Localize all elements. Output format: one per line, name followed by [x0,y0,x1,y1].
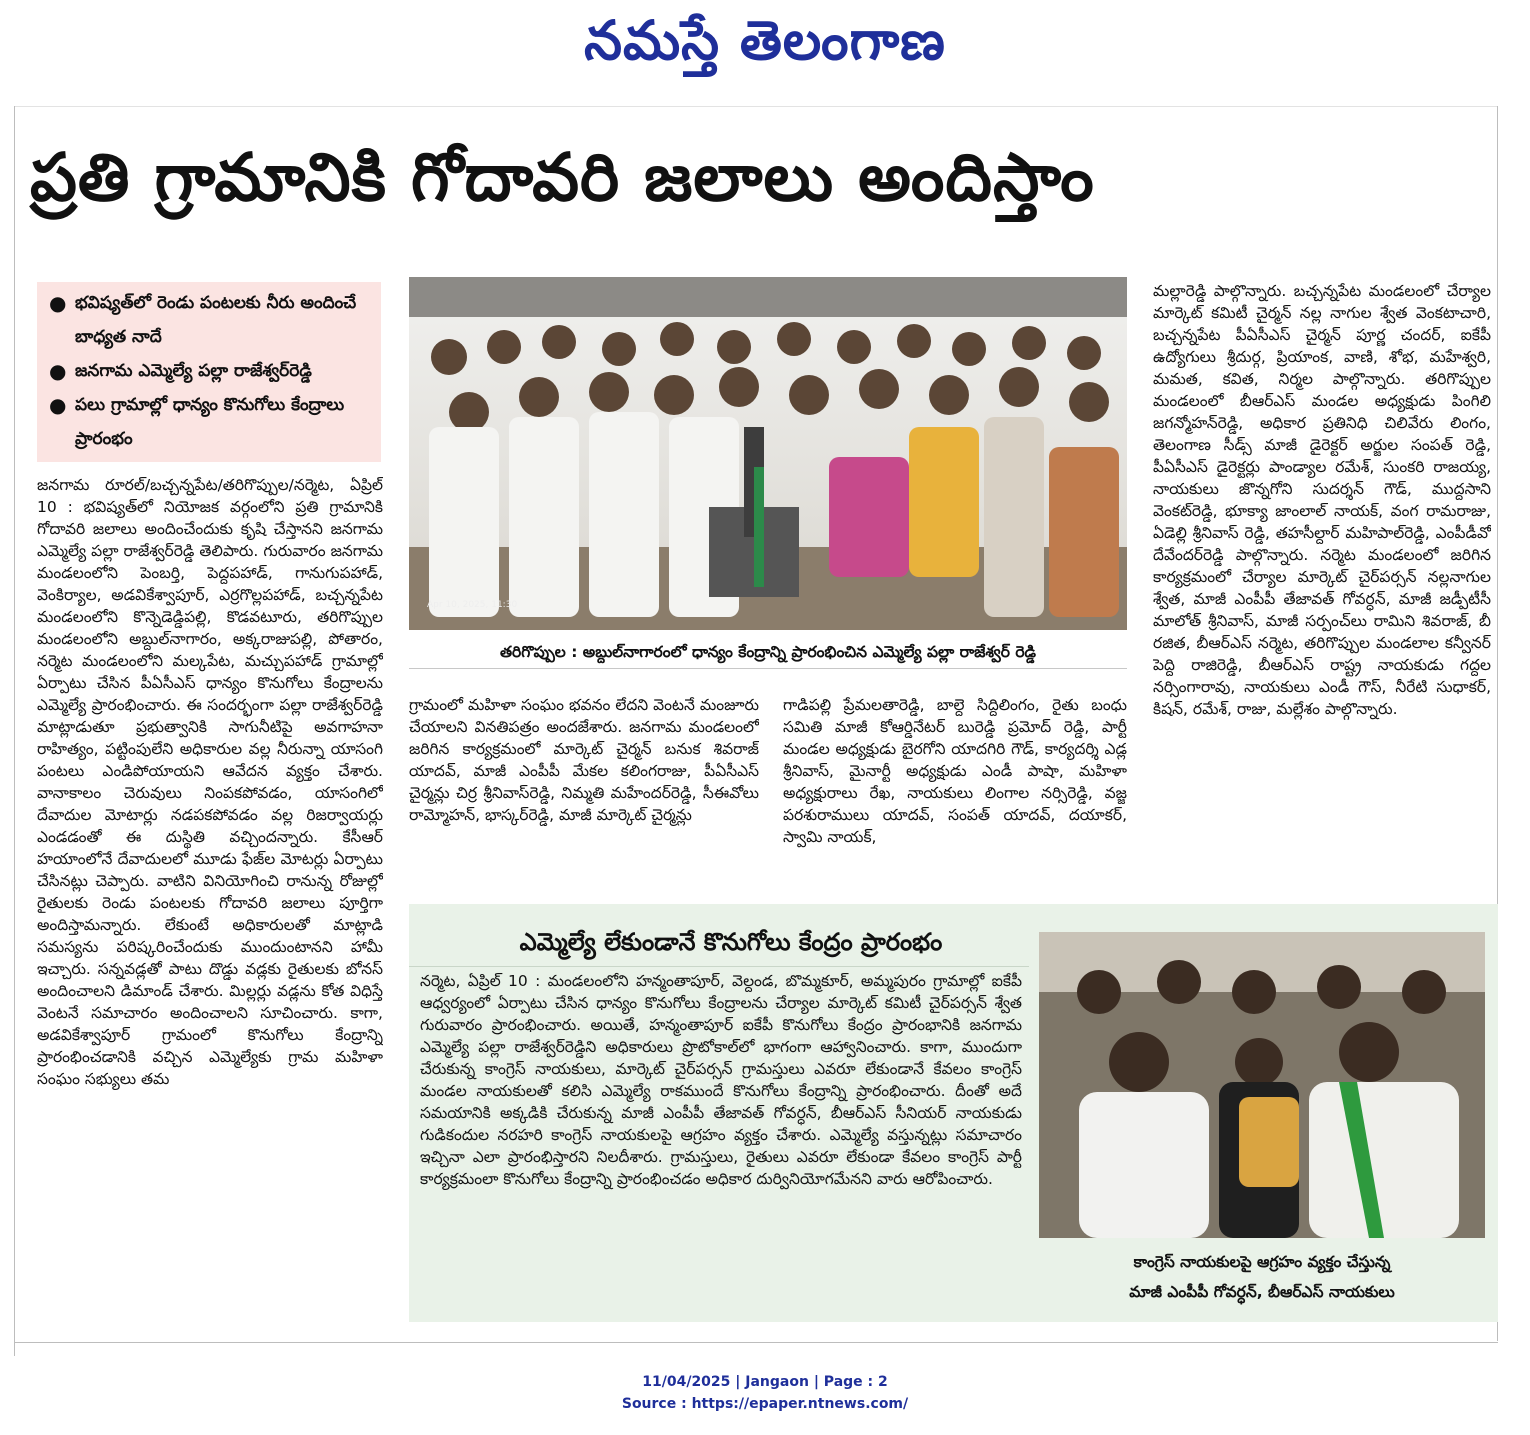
protest-photo-illustration [1039,932,1485,1238]
footer-source-link[interactable]: Source : https://epaper.ntnews.com/ [621,1396,909,1412]
page-frame-left [14,106,15,1356]
side-photo-caption-line-1: కాంగ్రెస్‌ నాయకులపై ఆగ్రహం వ్యక్తం చేస్తున్న [1133,1253,1391,1271]
side-story-body: నర్మెట, ఏప్రిల్‌ 10 : మండలంలోని హన్మంతాపూర్‌, వెల్దండ, బొమ్మకూర్‌, అమ్మపురం గ్రామాల్లో ఐకేపీ ఆధ్వర్యంలో ఏర్పాటు చేసిన ధాన్యం కొనుగోలు కేంద్రాలను చేర్యాల మార్కెట్‌ కమిటీ చైర్‌పర్సన్‌ శ్వేత గురువారం ప్రారంభించారు. అయితే, హన్మంతాపూర్‌ ఐకేపీ కొనుగోలు కేంద్రం ప్రారంభానికి జనగామ ఎమ్మెల్యే పల్లా రాజేశ్వర్‌రెడ్డిని అధికారులు ప్రొటోకాల్‌లో భాగంగా ఆహ్వానించారు. కాగా, ముందుగా చేరుకున్న కాంగ్రెస్‌ నాయకులు, మార్కెట్‌ చైర్‌పర్సన్‌ గ్రామస్తులు ఎవరూ లేకుండానే కేవలం కాంగ్రెస్‌ మండల నాయకులతో కలిసి ఎమ్మెల్యే రాకముందే కొనుగోలు కేంద్రాన్ని ప్రారంభించారు. దీంతో అదే సమయానికి అక్కడికి చేరుకున్న మాజీ ఎంపీపీ తేజావత్‌ గోవర్ధన్‌, బీఆర్‌ఎస్‌ సీనియర్‌ నాయకుడు గుడికందుల నరహరి కాంగ్రెస్‌ నాయకులపై ఆగ్రహం వ్యక్తం చేశారు. ఎమ్మెల్యే వస్తున్నట్లు సమాచారం ఇచ్చినా ఎలా ప్రారంభిస్తారని నిలదీశారు. గ్రామస్తులు, రైతులు ఎవరూ లేకుండా కేవలం కాంగ్రెస్‌ పార్టీ కార్యక్రమంలా కొనుగోలు కేంద్రాన్ని ప్రారంభించడం అధికార దుర్వినియోగమేనని వారు ఆరోపించారు. [420,972,1022,1188]
highlight-item: ● పలు గ్రామాల్లో ధాన్యం కొనుగోలు కేంద్రాలు ప్రారంభం [53,388,375,456]
page-frame-top [14,106,1498,107]
page-frame-bottom [14,1342,1498,1343]
highlights-box [37,282,381,462]
bullet-icon: ● [49,359,67,383]
side-story-headline: ఎమ్మెల్యే లేకుండానే కొనుగోలు కేంద్రం ప్రారంభం [519,928,943,956]
main-story-photo [409,277,1127,630]
main-story-column-4: మల్లారెడ్డి పాల్గొన్నారు. బచ్చన్నపేట మండలంలో చేర్యాల మార్కెట్‌ కమిటీ చైర్మన్‌ నల్ల నాగుల శ్వేత వెంకటాచారి, బచ్చన్నపేట పీఏసీఎస్‌ చైర్మన్‌ పూర్ణ చందర్‌, ఐకేపీ ఉద్యోగులు శ్రీదుర్గ, ప్రియాంక, వాణి, శోభ, మహేశ్వరి, మమత, కవిత, నిర్మల పాల్గొన్నారు. తరిగొప్పుల మండలంలో బీఆర్‌ఎస్‌ మండల అధ్యక్షుడు పింగిలి జగన్మోహన్‌రెడ్డి, అధికార ప్రతినిధి చిలివేరు లింగం, తెలంగాణ సీడ్స్‌ మాజీ డైరెక్టర్‌ అర్జుల సంపత్‌ రెడ్డి, పీఏసీఎస్‌ డైరెక్టర్లు పాండ్యాల రమేశ్‌, సుంకరి రాజయ్య, నాయకులు జొన్నగోని సుదర్శన్‌ గౌడ్‌, ముద్దసాని వెంకట్‌రెడ్డి, భూక్యా జాంలాల్‌ నాయక్‌, వంగ రామరాజు, ఏడెల్లి శ్రీనివాస్‌ రెడ్డి, తహసీల్దార్‌ మహిపాల్‌రెడ్డి, ఎంపీడీవో దేవేందర్‌రెడ్డి పాల్గొన్నారు. నర్మెట మండలంలో జరిగిన కార్యక్రమంలో చేర్యాల మార్కెట్‌ చైర్‌పర్సన్‌ నల్లనాగుల శ్వేత, మాజీ ఎంపీపీ తేజావత్‌ గోవర్ధన్‌, మాజీ జడ్పీటీసీ మాలోత్‌ శ్రీనివాస్‌, మాజీ సర్పంచ్‌లు రామిని శివరాజ్‌, బీ రజిత, బీఆర్‌ఎస్‌ నర్మెట, తరిగొప్పుల మండలాల కన్వీనర్‌ పెద్ది రాజిరెడ్డి, బీఆర్‌ఎస్‌ రాష్ట్ర నాయకుడు గద్దల నర్సింగారావు, నాయకులు ఎండీ గౌస్‌, నీరేటి సుధాకర్‌, కిషన్‌, రమేశ్‌, రాజు, మల్లేశం పాల్గొన్నారు. [1153,282,1491,718]
main-story-column-3: గాడిపల్లి ప్రేమలతారెడ్డి, బాల్దె సిద్దిలింగం, రైతు బంధు సమితి మాజీ కోఆర్డినేటర్‌ బురెడ్డి ప్రమోద్‌ రెడ్డి, పార్టీ మండల అధ్యక్షుడు బైరగోని యాదగిరి గౌడ్‌, కార్యదర్శి ఎడ్ల శ్రీనివాస్‌, మైనార్టీ అధ్యక్షుడు ఎండీ పాషా, మహిళా అధ్యక్షురాలు రేఖ, నాయకులు లింగాల నర్సిరెడ్డి, వజ్జ పరశురాములు యాదవ్‌, సంపత్‌ యాదవ్‌, దయాకర్‌, స్వామి నాయక్‌, [783,696,1127,846]
main-headline: ప్రతి గ్రామానికి గోదావరి జలాలు అందిస్తాం [30,139,1095,216]
side-story-photo [1039,932,1485,1238]
bullet-icon: ● [49,291,67,315]
side-story-divider [409,966,1029,967]
svg-text:Apr 10, 2025, 11:30: Apr 10, 2025, 11:30 [427,600,518,610]
highlight-item: ● జనగామ ఎమ్మెల్యే పల్లా రాజేశ్వర్‌రెడ్డి [53,354,375,388]
highlight-item: ● భవిష్యత్‌లో రెండు పంటలకు నీరు అందించే బాధ్యత నాదే [53,286,375,354]
main-story-column-1: జనగామ రూరల్‌/బచ్చన్నపేట/తరిగొప్పుల/నర్మెట, ఏప్రిల్‌ 10 : భవిష్యత్‌లో నియోజక వర్గంలోని ప్రతి గ్రామానికి గోదావరి జలాలు అందించేందుకు కృషి చేస్తానని జనగామ ఎమ్మెల్యే పల్లా రాజేశ్వర్‌రెడ్డి తెలిపారు. గురువారం జనగామ మండలంలోని పెంబర్తి, పెద్దపహాడ్‌, గానుగుపహాడ్‌, వెంకిర్యాల, అడవికేశ్వాపూర్‌, ఎర్రగొల్లపహాడ్‌, బచ్చన్నపేట మండలంలోని కొన్నెడెడ్డిపల్లి, కొడవటూరు, తరిగొప్పుల మండలంలోని అబ్దుల్‌నాగారం, అక్కరాజుపల్లి, పోతారం, నర్మెట మండలంలోని మల్కపేట, మచ్చుపహాడ్‌ గ్రామాల్లో ఏర్పాటు చేసిన పీఏసీఎస్‌ ధాన్యం కొనుగోలు కేంద్రాలను ఎమ్మెల్యే ప్రారంభించారు. ఈ సందర్భంగా పల్లా రాజేశ్వర్‌రెడ్డి మాట్లాడుతూ ప్రభుత్వానికి సాగునీటిపై అవగాహనా రాహిత్యం, పట్టింపులేని అధికారుల వల్ల నీరున్నా యాసంగి పంటలు ఎండిపోయాయని ఆవేదన వ్యక్తం చేశారు. వానాకాలం చెరువులు నింపకపోవడం, యాసంగిలో దేవాదుల మోటార్లు నడపకపోవడం వల్ల రిజర్వాయర్లు ఎండడంతో ఈ దుస్థితి వచ్చిందన్నారు. కేసీఆర్‌ హయాంలోనే దేవాదులలో మూడు ఫేజ్‌ల మోటర్లు ఏర్పాటు చేసినట్లు చెప్పారు. వాటిని వినియోగించి రానున్న రోజుల్లో రైతులకు రెండు పంటలకు గోదావరి జలాలు పూర్తిగా అందిస్తామన్నారు. లేకుంటే అధికారులతో మాట్లాడి సమస్యను పరిష్కరించేందుకు ముందుంటానని హామీ ఇచ్చారు. సన్నవడ్లతో పాటు దొడ్డు వడ్లకు రైతులకు బోనస్‌ అందించాలని డిమాండ్‌ చేశారు. మిల్లర్లు వడ్లను కోత విధిస్తే వెంటనే సమాచారం అందించాలని సూచించారు. కాగా, అడవికేశ్వాపూర్‌ గ్రామంలో కొనుగోలు కేంద్రాన్ని ప్రారంభించడానికి వచ్చిన ఎమ్మెల్యేకు గ్రామ మహిళా సంఘం సభ్యులు తమ [37,476,383,1088]
main-photo-caption: తరిగొప్పుల : అబ్దుల్‌నాగారంలో ధాన్యం కేంద్రాన్ని ప్రారంభించిన ఎమ్మెల్యే పల్లా రాజేశ్వర్‌ రెడ్డి [409,638,1127,669]
main-story-column-2: గ్రామంలో మహిళా సంఘం భవనం లేదని వెంటనే మంజూరు చేయాలని వినతిపత్రం అందజేశారు. జనగామ మండలంలో జరిగిన కార్యక్రమంలో మార్కెట్‌ చైర్మన్‌ బనుక శివరాజ్‌ యాదవ్‌, మాజీ ఎంపీపీ మేకల కలింగరాజు, పీఏసీఎస్‌ చైర్మన్లు చిర్ర శ్రీనివాస్‌రెడ్డి, నిమ్మతి మహేందర్‌రెడ్డి, సీఈవోలు రామ్మోహన్‌, భాస్కర్‌రెడ్డి, మాజీ మార్కెట్‌ చైర్మన్లు [409,696,759,824]
crowd-photo-illustration [409,277,1127,630]
newspaper-masthead: నమస్తే తెలంగాణ [584,9,946,72]
bullet-icon: ● [49,393,67,417]
side-photo-caption-line-2: మాజీ ఎంపీపీ గోవర్ధన్‌, బీఆర్‌ఎస్‌ నాయకులు [1129,1283,1395,1301]
footer-date-edition-page: 11/04/2025 | Jangaon | Page : 2 [642,1374,888,1390]
